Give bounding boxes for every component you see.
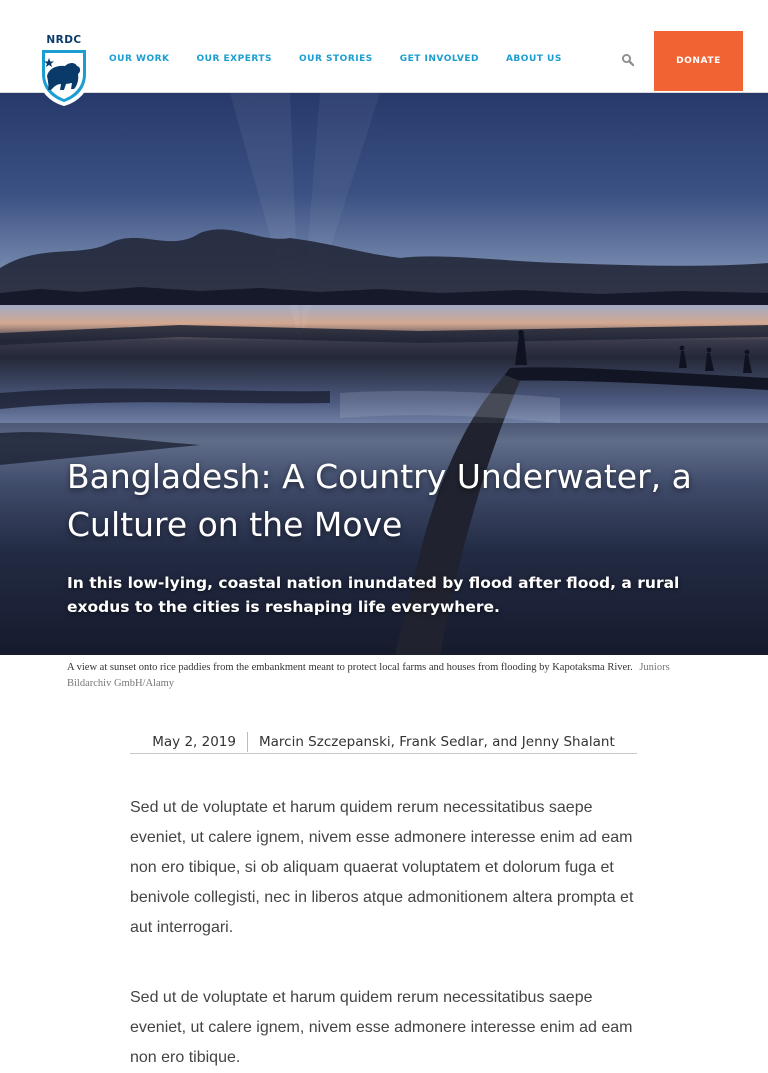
nav-about-us[interactable]: ABOUT US [505, 54, 562, 64]
main-nav [109, 54, 589, 64]
donate-button[interactable]: DONATE [654, 31, 743, 91]
site-header [0, 0, 768, 93]
body-paragraph: Sed ut de voluptate et harum quidem rerum necessitatibus saepe eveniet, ut calere ignem, nivem esse admonere interesse enim ad eam non ero tibique, si ob aliquam quaerat voluptatem et dolorum fuga et benivole collegisti, nec in liberos atque admonitionem altera prompta et aut interrogari. [130, 799, 634, 936]
search-icon[interactable] [620, 52, 636, 68]
nav-get-involved[interactable]: GET INVOLVED [399, 54, 479, 64]
photo-credit: Juniors Bildarchiv GmbH/Alamy [67, 662, 670, 689]
byline [130, 731, 637, 754]
byline-divider [247, 732, 248, 752]
caption-text: A view at sunset onto rice paddies from the embankment meant to protect local farms and houses from flooding by Kapotaksma River. [67, 662, 633, 673]
page-title: Bangladesh: A Country Underwater, a Culture on the Move [67, 457, 692, 544]
page-subtitle: In this low-lying, coastal nation inundated by flood after flood, a rural exodus to the cities is reshaping life everywhere. [67, 574, 680, 616]
nav-our-stories[interactable]: OUR STORIES [299, 54, 373, 64]
hero-image [0, 93, 768, 655]
polar-bear-shield-icon [37, 44, 91, 106]
body-paragraph: Sed ut de voluptate et harum quidem rerum necessitatibus saepe eveniet, ut calere ignem, nivem esse admonere interesse enim ad eam non ero tibique. [130, 989, 633, 1066]
nav-our-experts[interactable]: OUR EXPERTS [196, 54, 273, 64]
nrdc-logo[interactable] [37, 34, 91, 106]
publish-date: May 2, 2019 [152, 734, 236, 750]
image-caption [67, 660, 707, 692]
logo-wordmark: NRDC [46, 34, 82, 46]
authors: Marcin Szczepanski, Frank Sedlar, and Jenny Shalant [258, 734, 615, 750]
nav-our-work[interactable]: OUR WORK [109, 54, 170, 64]
